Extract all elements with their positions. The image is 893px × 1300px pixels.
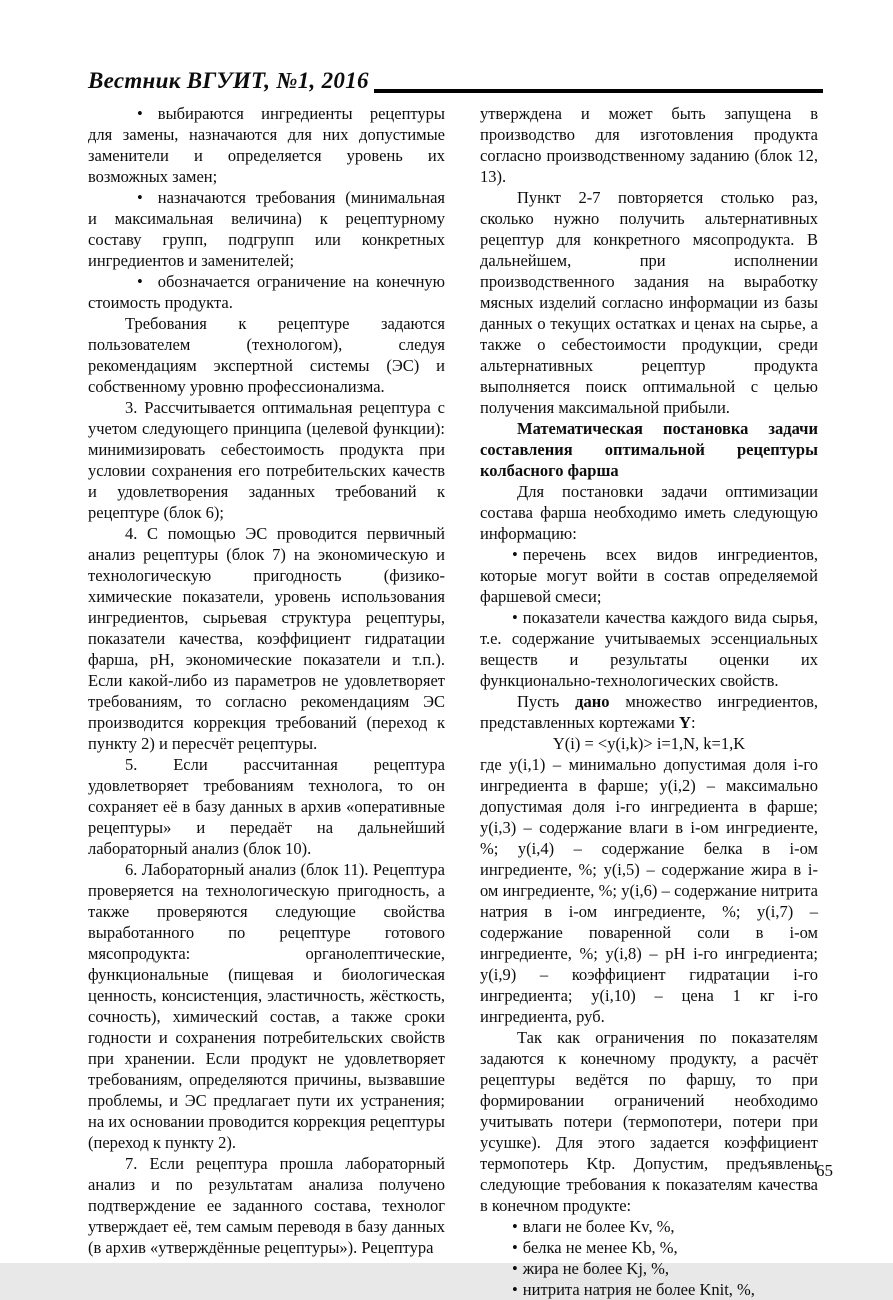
list-item [480, 1216, 818, 1237]
list-item-text: назначаются требования (минимальная и максимальная величина) к рецептурному составу групп, подгрупп или конкретных ингредиентов и заменителей; [88, 188, 445, 270]
page-header [88, 66, 823, 96]
list-item [88, 271, 445, 313]
list-item-text: нитрита натрия не более Knit, %, [522, 1280, 755, 1299]
paragraph: 6. Лабораторный анализ (блок 11). Рецептура проверяется на технологическую пригодность, а также проверяются следующие свойства выработанного по рецептуре готового мясопродукта: органолептические, функциональные (пищевая и биологическая ценность, консистенция, эластичность, жёсткость, сочность), химический состав, а также сроки годности и сохранения потребительских свойств при хранении. Если продукт не удовлетворяет требованиям, определяются причины, вызвавшие проблемы, и ЭС предлагает пути их устранения; на их основании проводится коррекция рецептуры (переход к пункту 2). [88, 860, 445, 1152]
page-number: 65 [816, 1161, 833, 1180]
paragraph: 3. Рассчитывается оптимальная рецептура с учетом следующего принципа (целевой функции): минимизировать себестоимость продукта при условии сохранения его потребительских качеств и удовлетворения заданных требований к рецептуре (блок 6); [88, 398, 445, 522]
bullet-icon: • [512, 608, 518, 627]
paragraph-text: множество ингредиентов, представленных кортежами [480, 692, 818, 732]
section-heading: Математическая постановка задачи составления оптимальной рецептуры колбасного фарша [480, 419, 818, 480]
paragraph: 7. Если рецептура прошла лабораторный анализ и по результатам анализа получено подтверждение ее заданного состава, технолог утверждает её, тем самым переводя в базу данных (в архив «утверждённые рецептуры»). Рецептура [88, 1154, 445, 1257]
paragraph: Для постановки задачи оптимизации состава фарша необходимо иметь следующую информацию: [480, 482, 818, 543]
emphasis-Y: Y [679, 713, 691, 732]
bullet-icon: • [512, 1259, 518, 1278]
list-item [480, 1237, 818, 1258]
bullet-icon: • [137, 104, 143, 123]
paragraph: где y(i,1) – минимально допустимая доля i-го ингредиента в фарше; y(i,2) – максимально допустимая доля i-го ингредиента в фарше; y(i,3) – содержание влаги в i-ом ингредиенте, %; y(i,4) – содержание белка в i-ом ингредиенте, %; y(i,5) – содержание жира в i-ом ингредиенте, %; y(i,6) – содержание нитрита натрия в i-ом ингредиенте, %; y(i,7) – содержание поваренной соли в i-ом ингредиенте, %; y(i,8) – pH i-го ингредиента; y(i,9) – коэффициент гидратации i-го ингредиента; y(i,10) – цена 1 кг i-го ингредиента, руб. [480, 755, 818, 1026]
body-column-right [480, 103, 818, 1300]
list-item-text: показатели качества каждого вида сырья, т.е. содержание учитываемых эссенциальных веществ и результаты оценки их функционально-технологических свойств. [480, 608, 818, 690]
bullet-icon: • [512, 1238, 518, 1257]
list-item [480, 544, 818, 607]
paragraph: 5. Если рассчитанная рецептура удовлетворяет требованиям технолога, то он сохраняет её в базу данных в архив «оперативные рецептуры» и передаёт на дальнейший лабораторный анализ (блок 10). [88, 755, 445, 858]
formula: Y(i) = <y(i,k)> i=1,N, k=1,K [552, 734, 746, 753]
list-item-text: перечень всех видов ингредиентов, которые могут войти в состав определяемой фаршевой смеси; [480, 545, 818, 606]
bullet-icon: • [512, 1217, 518, 1236]
bullet-icon: • [137, 272, 143, 291]
list-item [480, 1279, 818, 1300]
list-item-text: выбираются ингредиенты рецептуры для замены, назначаются для них допустимые заменители и определяется уровень их возможных замен; [88, 104, 445, 186]
paragraph [480, 691, 818, 733]
list-item [480, 607, 818, 691]
list-item [88, 187, 445, 271]
paragraph: утверждена и может быть запущена в производство для изготовления продукта согласно производственному заданию (блок 12, 13). [480, 104, 818, 186]
paragraph-text: : [690, 713, 696, 732]
bullet-icon: • [512, 1280, 518, 1299]
list-item-text: белка не менее Kb, %, [522, 1238, 678, 1257]
list-item-text: влаги не более Kv, %, [522, 1217, 675, 1236]
emphasis-given: дано [575, 692, 610, 711]
header-rule [374, 89, 823, 93]
paragraph: 4. С помощью ЭС проводится первичный анализ рецептуры (блок 7) на экономическую и технологическую пригодность (физико-химические показатели, уровень использования ингредиентов, сырьевая структура рецептуры, показатели качества, коэффициент гидратации фарша, pH, экономические показатели и т.п.). Если какой-либо из параметров не удовлетворяет требованиям, то согласно рекомендациям ЭС производится коррекция требований (переход к пункту 2) и пересчёт рецептуры. [88, 524, 445, 753]
journal-title: Вестник ВГУИТ, №1, 2016 [88, 68, 369, 93]
paragraph: Пункт 2-7 повторяется столько раз, сколько нужно получить альтернативных рецептур для конкретного мясопродукта. В дальнейшем, при исполнении производственного задания на выработку мясных изделий согласно информации из базы данных о текущих остатках и ценах на сырье, а также о себестоимости продукции, среди альтернативных рецептур продукта выполняется поиск оптимальной с целью получения максимальной прибыли. [480, 188, 818, 417]
body-column-left [88, 103, 445, 1300]
list-item-text: жира не более Kj, %, [522, 1259, 670, 1278]
paragraph-text: Пусть [517, 692, 576, 711]
bullet-icon: • [137, 188, 143, 207]
list-item [88, 103, 445, 187]
paragraph: Требования к рецептуре задаются пользователем (технологом), следуя рекомендациям экспертной системы (ЭС) и собственному уровню профессионализма. [88, 314, 445, 396]
article-body [88, 103, 818, 1300]
bullet-icon: • [512, 545, 518, 564]
list-item-text: обозначается ограничение на конечную стоимость продукта. [88, 272, 445, 312]
paragraph: Так как ограничения по показателям задаются к конечному продукту, а расчёт рецептуры ведётся по фаршу, то при формировании ограничений необходимо учитывать потери (термопотери, потери при усушке). Для этого задается коэффициент термопотерь Ktp. Допустим, предъявлены следующие требования к показателям качества в конечном продукте: [480, 1028, 818, 1215]
list-item [480, 1258, 818, 1279]
